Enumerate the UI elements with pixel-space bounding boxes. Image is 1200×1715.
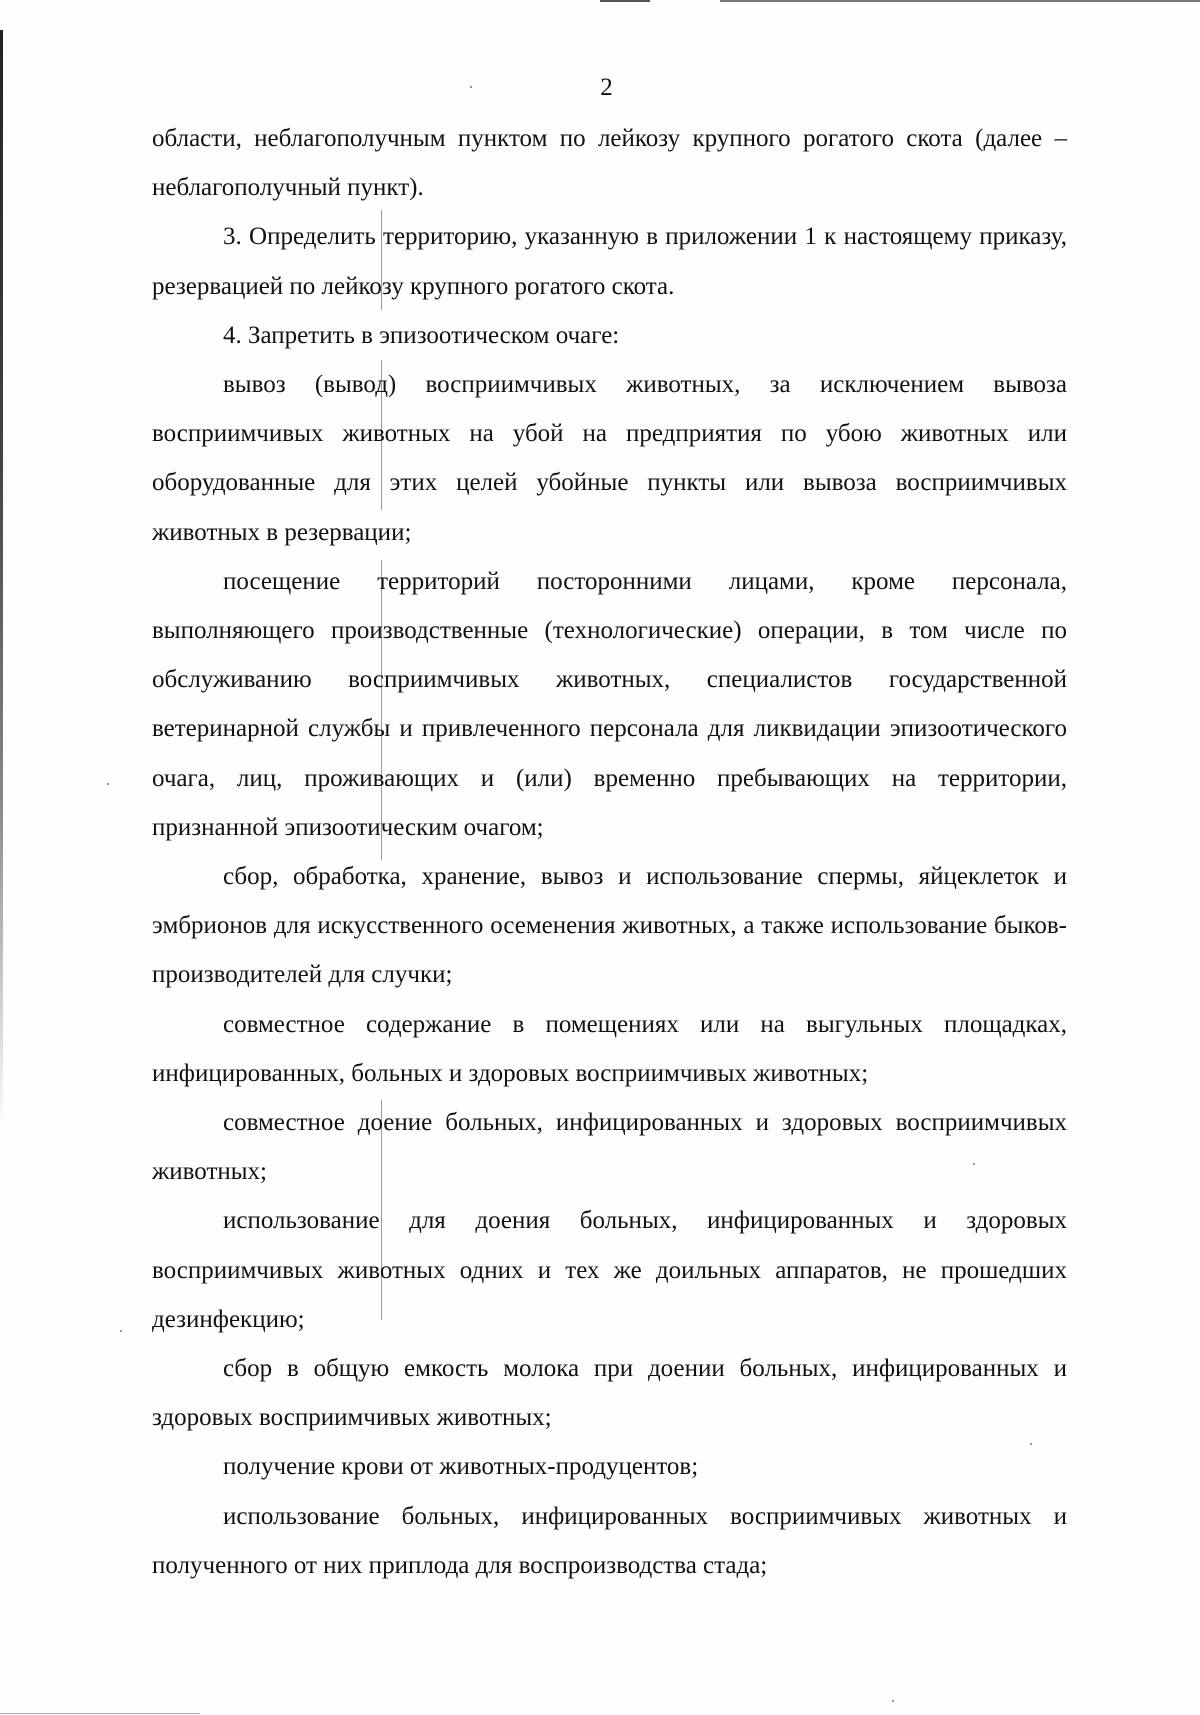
paragraph: 4. Запретить в эпизоотическом очаге:: [223, 321, 620, 349]
paragraph: использование для доения больных, инфицированных и здоровых восприимчивых животных одних и тех же доильных аппаратов, не прошедших дезинфекцию;: [152, 1207, 1067, 1333]
paragraph: 3. Определить территорию, указанную в приложении 1 к настоящему приказу, резервацией по лейкозу крупного рогатого скота.: [152, 223, 1067, 300]
scan-speck: [120, 1330, 122, 1332]
scan-edge-artifact: [0, 1713, 200, 1714]
paragraph: совместное содержание в помещениях или на выгульных площадках, инфицированных, больных и здоровых восприимчивых животных;: [152, 1010, 1067, 1087]
document-body: [152, 114, 1067, 1590]
scan-edge-artifact: [720, 0, 1200, 2]
scan-speck: [892, 1700, 894, 1702]
scan-edge-artifact: [600, 0, 650, 2]
paragraph: сбор, обработка, хранение, вывоз и использование спермы, яйцеклеток и эмбрионов для искусственного осеменения животных, а также использование быков-производителей для случки;: [152, 863, 1067, 989]
paragraph: области, неблагополучным пунктом по лейкозу крупного рогатого скота (далее – неблагополучный пункт).: [152, 125, 1067, 202]
paragraph: использование больных, инфицированных восприимчивых животных и полученного от них приплода для воспроизводства стада;: [152, 1502, 1067, 1579]
paragraph: совместное доение больных, инфицированных и здоровых восприимчивых животных;: [152, 1109, 1067, 1186]
page-number: 2: [600, 74, 613, 101]
paragraph: посещение территорий посторонними лицами, кроме персонала, выполняющего производственные (технологические) операции, в том числе по обслуживанию восприимчивых животных, специалистов государственной ветеринарной службы и привлеченного персонала для ликвидации эпизоотического очага, лиц, проживающих и (или) временно пребывающих на территории, признанной эпизоотическим очагом;: [152, 567, 1067, 841]
paragraph: сбор в общую емкость молока при доении больных, инфицированных и здоровых восприимчивых животных;: [152, 1355, 1067, 1432]
scan-speck: [107, 783, 109, 785]
paragraph: получение крови от животных-продуцентов;: [223, 1453, 699, 1481]
scan-edge-artifact: [0, 30, 3, 1130]
paragraph: вывоз (вывод) восприимчивых животных, за исключением вывоза восприимчивых животных на убой на предприятия по убою животных или оборудованные для этих целей убойные пункты или вывоза восприимчивых животных в резервации;: [152, 371, 1067, 546]
